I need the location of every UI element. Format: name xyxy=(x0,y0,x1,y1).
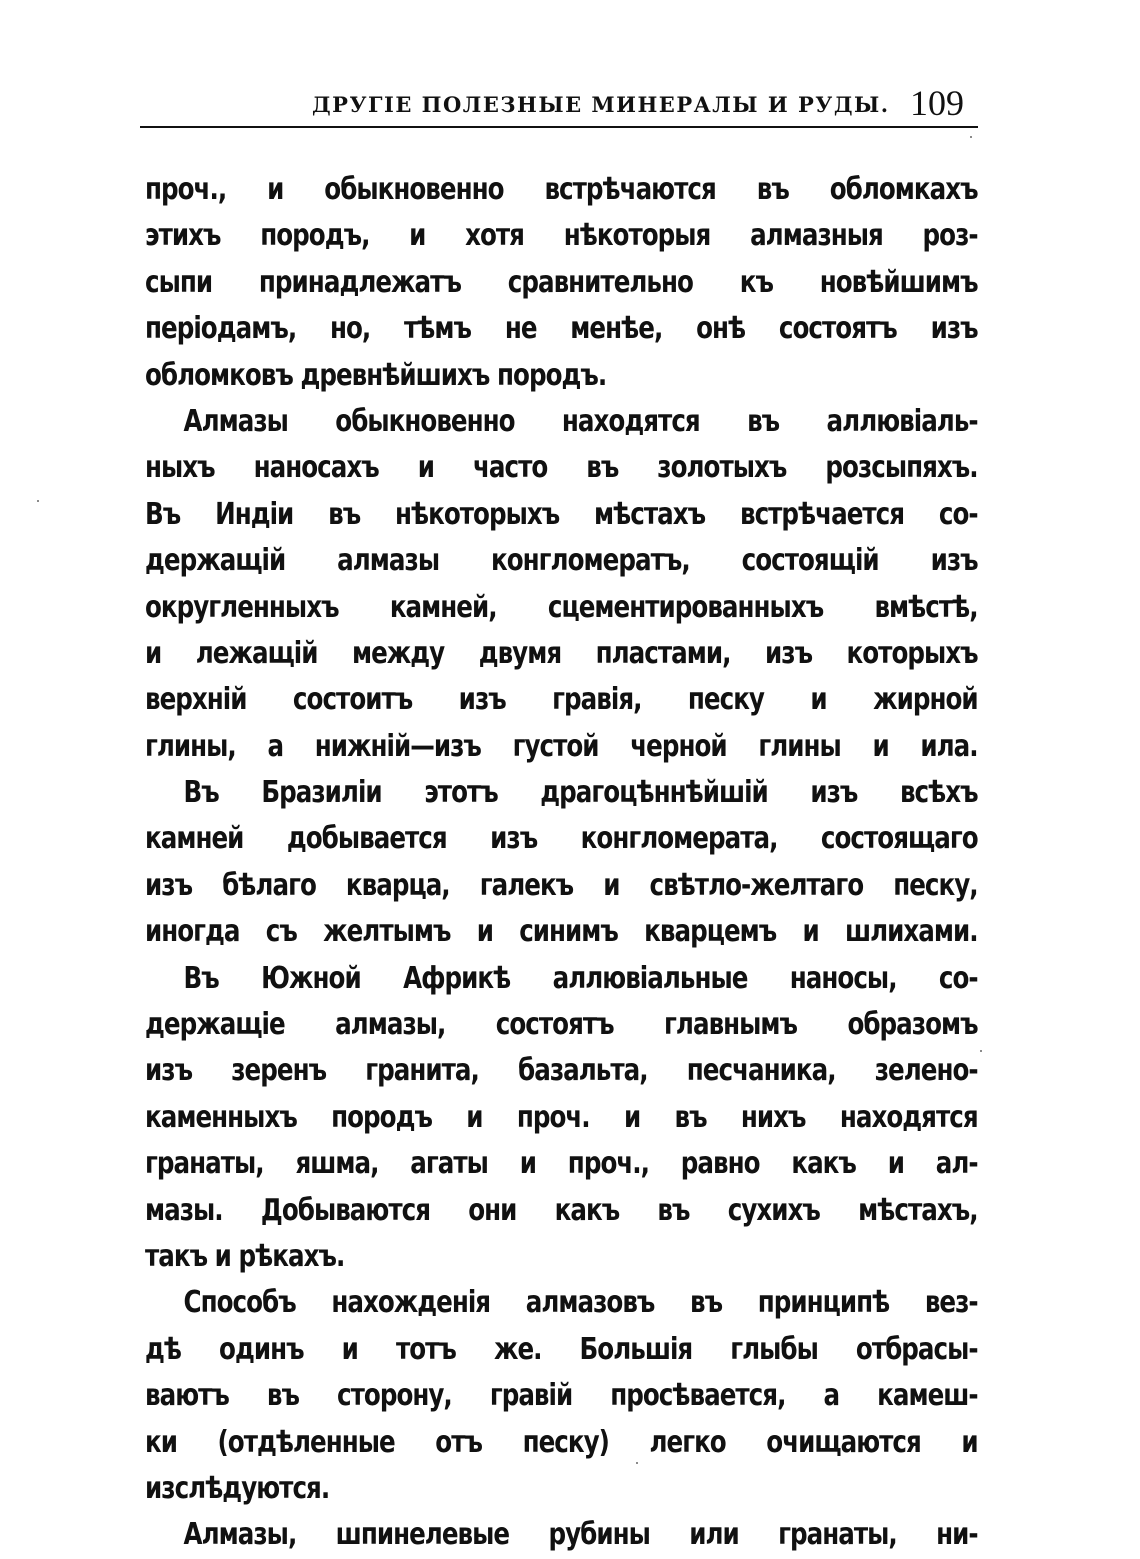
text-line: Въ Бразиліи этотъ драгоцѣннѣйшій изъ всѣхъ xyxy=(183,775,978,811)
text-line: Алмазы обыкновенно находятся въ аллювіаль- xyxy=(183,403,978,439)
text-line: этихъ породъ, и хотя нѣкоторыя алмазныя роз- xyxy=(145,218,978,254)
text-line: и лежащій между двумя пластами, изъ которыхъ xyxy=(145,635,978,671)
text-line: сыпи принадлежатъ сравнительно къ новѣйшимъ xyxy=(145,264,978,300)
scan-speck xyxy=(970,136,972,138)
text-line: иногда съ желтымъ и синимъ кварцемъ и шлихами. xyxy=(145,914,978,950)
text-line: мазы. Добываются они какъ въ сухихъ мѣстахъ, xyxy=(145,1192,978,1228)
text-line: Способъ нахожденія алмазовъ въ принципѣ вез- xyxy=(183,1285,978,1321)
body-text xyxy=(145,167,978,1559)
running-header xyxy=(140,82,970,126)
text-line: проч., и обыкновенно встрѣчаются въ обломкахъ xyxy=(145,172,978,207)
running-title: ДРУГІЕ ПОЛЕЗНЫЕ МИНЕРАЛЫ И РУДЫ. xyxy=(312,92,890,117)
text-line: изъ зеренъ гранита, базальта, песчаника, зелено- xyxy=(145,1053,978,1089)
paragraph xyxy=(145,399,978,770)
text-line: Въ Южной Африкѣ аллювіальные наносы, со- xyxy=(183,960,978,996)
text-line: ныхъ наносахъ и часто въ золотыхъ розсыпяхъ. xyxy=(145,450,978,486)
paragraph xyxy=(145,956,978,1281)
text-line: Алмазы, шпинелевые рубины или гранаты, ни- xyxy=(183,1517,978,1553)
text-line: періодамъ, но, тѣмъ не менѣе, онѣ состоятъ изъ xyxy=(145,311,978,347)
scan-speck xyxy=(980,1050,982,1052)
text-line: камней добывается изъ конгломерата, состоящаго xyxy=(145,821,978,857)
text-line: ки (отдѣленные отъ песку) легко очищаются и xyxy=(145,1424,978,1460)
scan-speck xyxy=(37,500,39,502)
header-rule xyxy=(140,126,978,128)
text-line: гранаты, яшма, агаты и проч., равно какъ и ал- xyxy=(145,1146,978,1182)
text-line: держащій алмазы конгломератъ, состоящій изъ xyxy=(145,543,978,579)
text-line: изслѣдуются. xyxy=(145,1470,330,1506)
text-line: верхній состоитъ изъ гравія, песку и жирной xyxy=(145,682,978,718)
text-line: Въ Индіи въ нѣкоторыхъ мѣстахъ встрѣчается со- xyxy=(145,496,978,532)
text-line: каменныхъ породъ и проч. и въ нихъ находятся xyxy=(145,1099,978,1135)
text-line: держащіе алмазы, состоятъ главнымъ образомъ xyxy=(145,1007,978,1043)
text-line: изъ бѣлаго кварца, галекъ и свѣтло-желтаго песку, xyxy=(145,867,978,903)
text-line: глины, а нижній—изъ густой черной глины и ила. xyxy=(145,728,978,764)
paragraph xyxy=(145,167,978,399)
text-line: округленныхъ камней, сцементированныхъ вмѣстѣ, xyxy=(145,589,978,625)
text-line: дѣ одинъ и тотъ же. Большія глыбы отбрасы- xyxy=(145,1331,978,1367)
page-number: 109 xyxy=(910,83,964,123)
scan-speck xyxy=(636,1462,638,1464)
text-line: ваютъ въ сторону, гравій просѣвается, а камеш- xyxy=(145,1378,978,1414)
paragraph xyxy=(145,1280,978,1512)
paragraph xyxy=(145,1512,978,1558)
paragraph xyxy=(145,770,978,956)
text-line: такъ и рѣкахъ. xyxy=(145,1238,345,1274)
text-line: обломковъ древнѣйшихъ породъ. xyxy=(145,357,607,393)
